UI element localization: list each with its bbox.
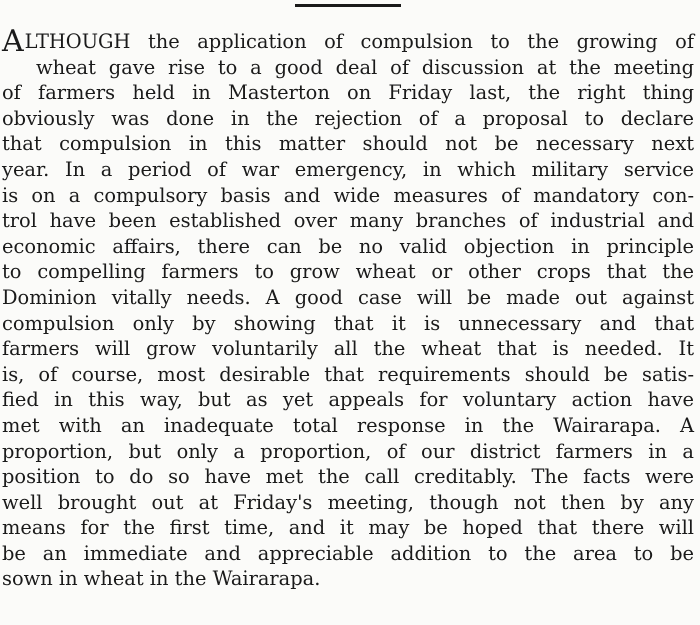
article-line-15: fied in this way, but as yet appeals for voluntary action have	[2, 388, 694, 412]
article-line-4: obviously was done in the rejection of a proposal to declare	[2, 106, 694, 130]
article-line-8: trol have been established over many branches of industrial and	[2, 209, 694, 233]
article-line-7: is on a compulsory basis and wide measures of mandatory con-	[2, 183, 694, 207]
article-line-9: economic affairs, there can be no valid objection in principle	[2, 234, 694, 258]
article-line-14: is, of course, most desirable that requirements should be satis-	[2, 362, 694, 386]
article-line-11: Dominion vitally needs. A good case will be made out against	[2, 285, 694, 309]
drop-cap: A	[2, 24, 24, 59]
article-line-12: compulsion only by showing that it is unnecessary and that	[2, 311, 694, 335]
article-line-20: means for the first time, and it may be hoped that there will	[2, 516, 694, 540]
article-line-10: to compelling farmers to grow wheat or other crops that the	[2, 260, 694, 284]
article-body	[0, 24, 700, 592]
article-line-19: well brought out at Friday's meeting, though not then by any	[2, 490, 694, 514]
article-line-16: met with an inadequate total response in the Wairarapa. A	[2, 413, 694, 437]
article-line-3: of farmers held in Masterton on Friday last, the right thing	[2, 81, 694, 105]
article-line-1	[0, 24, 694, 59]
first-line-text: LTHOUGH the application of compulsion to the growing of	[24, 30, 694, 53]
article-line-6: year. In a period of war emergency, in which military service	[2, 157, 694, 181]
article-line-22: sown in wheat in the Wairarapa.	[2, 567, 321, 591]
article-line-18: position to do so have met the call creditably. The facts were	[2, 465, 694, 489]
article-line-13: farmers will grow voluntarily all the wheat that is needed. It	[2, 337, 694, 361]
article-line-2: wheat gave rise to a good deal of discussion at the meeting	[36, 55, 694, 79]
article-line-21: be an immediate and appreciable addition to the area to be	[2, 541, 694, 565]
article-line-17: proportion, but only a proportion, of our district farmers in a	[2, 439, 694, 463]
header-rule	[295, 4, 401, 7]
article-line-5: that compulsion in this matter should not be necessary next	[2, 132, 694, 156]
